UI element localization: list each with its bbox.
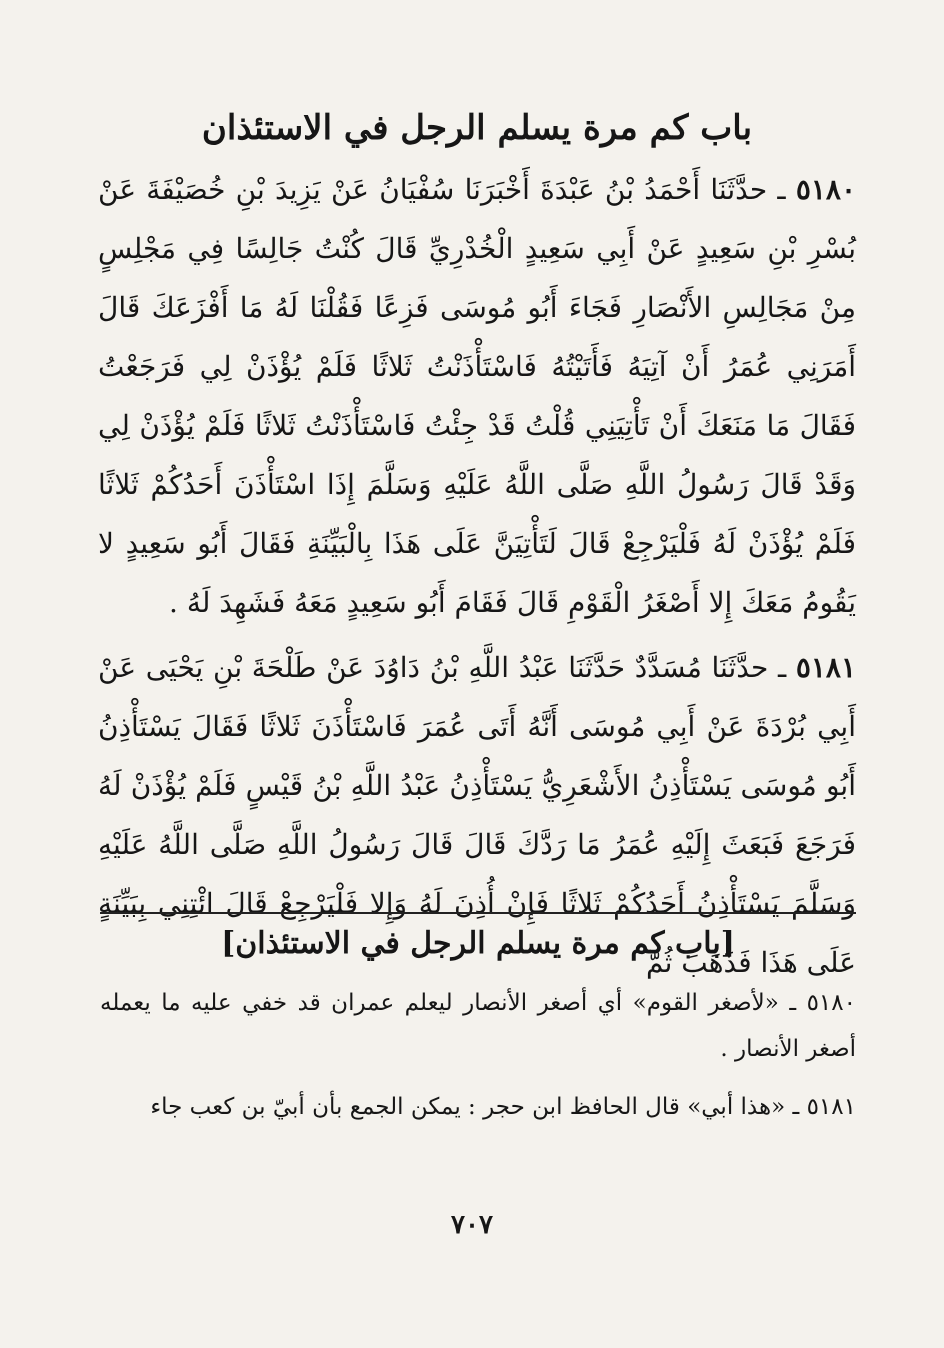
footnote	[100, 1084, 856, 1130]
hadith-text: حدَّثَنَا مُسَدَّدٌ حَدَّثَنَا عَبْدُ اللَّهِ بْنُ دَاوُدَ عَنْ طَلْحَةَ بْنِ يَحْيَى عَنْ أَبِي بُرْدَةَ عَنْ أَبِي مُوسَى أَنَّهُ أَتَى عُمَرَ فَاسْتَأْذَنَ ثَلاثًا فَقَالَ يَسْتَأْذِنُ أَبُو مُوسَى يَسْتَأْذِنُ الأَشْعَرِيُّ يَسْتَأْذِنُ عَبْدُ اللَّهِ بْنُ قَيْسٍ فَلَمْ يُؤْذَنْ لَهُ فَرَجَعَ فَبَعَثَ إِلَيْهِ عُمَرُ مَا رَدَّكَ قَالَ قَالَ رَسُولُ اللَّهِ صَلَّى اللَّهُ عَلَيْهِ وَسَلَّمَ يَسْتَأْذِنُ أَحَدُكُمْ ثَلاثًا فَإِنْ أُذِنَ لَهُ وَإِلا فَلْيَرْجِعْ قَالَ ائْتِنِي بِبَيِّنَةٍ عَلَى هَذَا فَذَهَبَ ثُمَّ	[98, 651, 856, 979]
separator: ـ	[768, 651, 796, 684]
main-text	[98, 160, 856, 998]
hadith-paragraph	[98, 160, 856, 632]
notes-title: [باب كم مرة يسلم الرجل في الاستئذان]	[221, 926, 735, 961]
page-number: ٧٠٧	[451, 1210, 493, 1240]
separator: ـ	[778, 990, 807, 1016]
footnote-number: ٥١٨١	[806, 1094, 856, 1120]
footnote-text: «لأصغر القوم» أي أصغر الأنصار ليعلم عمران قد خفي عليه ما يعمله أصغر الأنصار .	[100, 990, 856, 1062]
chapter-title: باب كم مرة يسلم الرجل في الاستئذان	[201, 108, 753, 148]
footnote-text: «هذا أبي» قال الحافظ ابن حجر : يمكن الجمع بأن أبيّ بن كعب جاء	[150, 1094, 786, 1120]
separator: ـ	[785, 1094, 807, 1120]
footnotes	[100, 980, 856, 1142]
hadith-number: ٥١٨١	[795, 651, 856, 684]
footnote	[100, 980, 856, 1072]
footnote-divider	[100, 912, 856, 914]
hadith-number: ٥١٨٠	[795, 173, 856, 206]
hadith-text: حدَّثَنَا أَحْمَدُ بْنُ عَبْدَةَ أَخْبَرَنَا سُفْيَانُ عَنْ يَزِيدَ بْنِ خُصَيْفَةَ عَنْ بُسْرِ بْنِ سَعِيدٍ عَنْ أَبِي سَعِيدٍ الْخُدْرِيِّ قَالَ كُنْتُ جَالِسًا فِي مَجْلِسٍ مِنْ مَجَالِسِ الأَنْصَارِ فَجَاءَ أَبُو مُوسَى فَزِعًا فَقُلْنَا لَهُ مَا أَفْزَعَكَ قَالَ أَمَرَنِي عُمَرُ أَنْ آتِيَهُ فَأَتَيْتُهُ فَاسْتَأْذَنْتُ ثَلاثًا فَلَمْ يُؤْذَنْ لِي فَرَجَعْتُ فَقَالَ مَا مَنَعَكَ أَنْ تَأْتِيَنِي قُلْتُ قَدْ جِئْتُ فَاسْتَأْذَنْتُ ثَلاثًا فَلَمْ يُؤْذَنْ لِي وَقَدْ قَالَ رَسُولُ اللَّهِ صَلَّى اللَّهُ عَلَيْهِ وَسَلَّمَ إِذَا اسْتَأْذَنَ أَحَدُكُمْ ثَلاثًا فَلَمْ يُؤْذَنْ لَهُ فَلْيَرْجِعْ قَالَ لَتَأْتِيَنَّ عَلَى هَذَا بِالْبَيِّنَةِ فَقَالَ أَبُو سَعِيدٍ لا يَقُومُ مَعَكَ إِلا أَصْغَرُ الْقَوْمِ قَالَ فَقَامَ أَبُو سَعِيدٍ مَعَهُ فَشَهِدَ لَهُ .	[98, 173, 856, 619]
separator: ـ	[767, 173, 796, 206]
footnote-number: ٥١٨٠	[806, 990, 856, 1016]
